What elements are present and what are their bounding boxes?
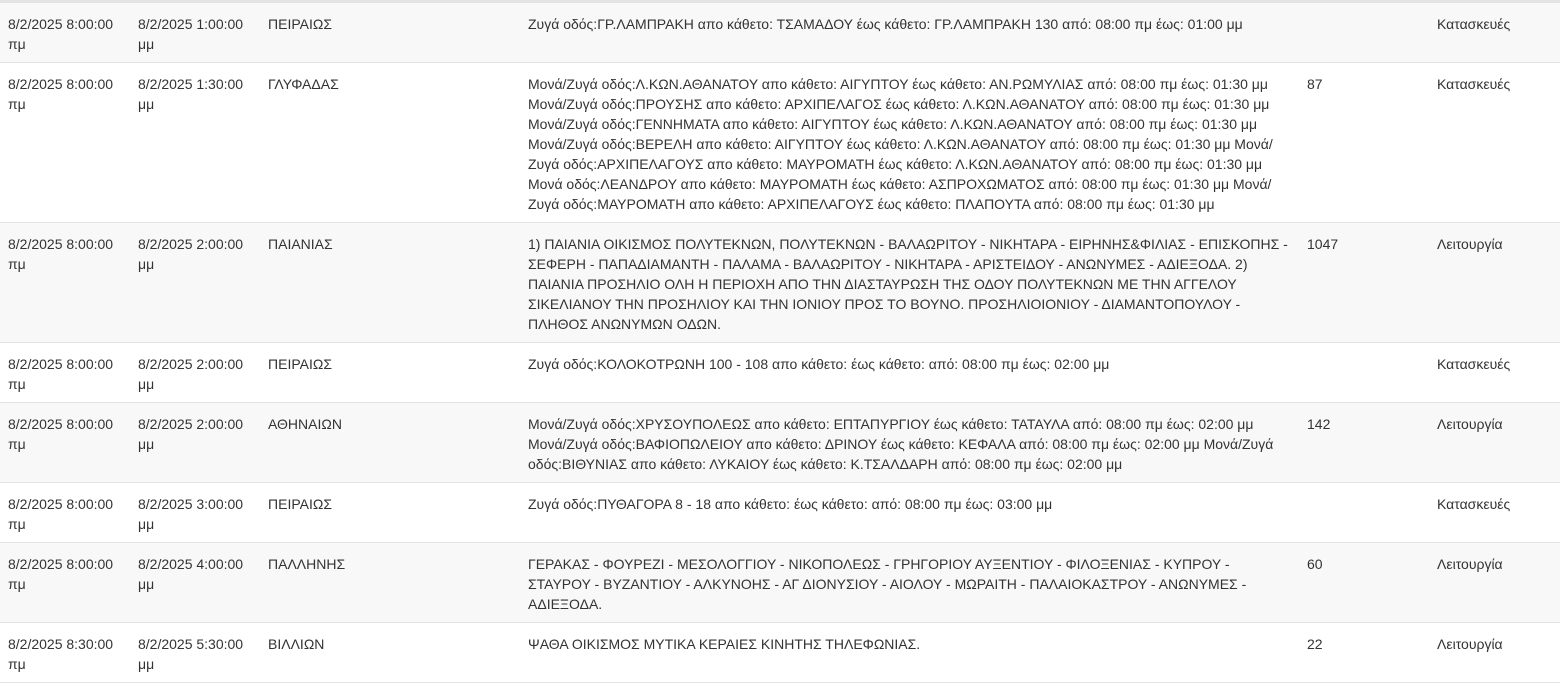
- table-row: [0, 63, 1560, 223]
- start-datetime-cell: 8/2/2025 8:00:00 πμ: [8, 76, 114, 112]
- table-row: [0, 543, 1560, 623]
- end-datetime-cell: 8/2/2025 1:30:00 μμ: [138, 76, 244, 112]
- outages-table: [0, 3, 1560, 683]
- table-body: [0, 3, 1560, 683]
- count-cell: [1299, 343, 1429, 403]
- end-datetime-cell: 8/2/2025 3:00:00 μμ: [138, 496, 244, 532]
- area-cell: ΠΕΙΡΑΙΩΣ: [268, 496, 332, 512]
- end-datetime-cell: 8/2/2025 5:30:00 μμ: [138, 636, 244, 672]
- area-cell: ΠΑΛΛΗΝΗΣ: [268, 556, 346, 572]
- count-cell: [1299, 483, 1429, 543]
- table-row: [0, 343, 1560, 403]
- area-cell: ΑΘΗΝΑΙΩΝ: [268, 416, 342, 432]
- start-datetime-cell: 8/2/2025 8:00:00 πμ: [8, 496, 114, 532]
- description-cell: 1) ΠΑΙΑΝΙΑ ΟΙΚΙΣΜΟΣ ΠΟΛΥΤΕΚΝΩΝ, ΠΟΛΥΤΕΚΝΩΝ - ΒΑΛΑΩΡΙΤΟΥ - ΝΙΚΗΤΑΡΑ - ΕΙΡΗΝΗΣ&ΦΙΛΙΑΣ - ΕΠΙΣΚΟΠΗΣ - ΣΕΦΕΡΗ - ΠΑΠΑΔΙΑΜΑΝΤΗ - ΠΑΛΑΜΑ - ΒΑΛΑΩΡΙΤΟΥ - ΝΙΚΗΤΑΡΑ - ΑΡΙΣΤΕΙΔΟΥ - ΑΝΩΝΥΜΕΣ - ΑΔΙΕΞΟΔΑ. 2) ΠΑΙΑΝΙΑ ΠΡΟΣΗΛΙΟ ΟΛΗ Η ΠΕΡΙΟΧΗ ΑΠΟ ΤΗΝ ΔΙΑΣΤΑΥΡΩΣΗ ΤΗΣ ΟΔΟΥ ΠΟΛΥΤΕΚΝΩΝ ΜΕ ΤΗΝ ΑΓΓΕΛΟΥ ΣΙΚΕΛΙΑΝΟΥ ΤΗΝ ΠΡΟΣΗΛΙΟΥ ΚΑΙ ΤΗΝ ΙΟΝΙΟΥ ΠΡΟΣ ΤΟ ΒΟΥΝΟ. ΠΡΟΣΗΛΙΟΙΟΝΙΟΥ - ΔΙΑΜΑΝΤΟΠΟΥΛΟΥ - ΠΛΗΘΟΣ ΑΝΩΝΥΜΩΝ ΟΔΩΝ.: [528, 236, 1288, 332]
- description-cell: Ζυγά οδός:ΠΥΘΑΓΟΡΑ 8 - 18 απο κάθετο: έως κάθετο: από: 08:00 πμ έως: 03:00 μμ: [528, 496, 1053, 512]
- table-row: [0, 223, 1560, 343]
- description-cell: Ζυγά οδός:ΚΟΛΟΚΟΤΡΩΝΗ 100 - 108 απο κάθετο: έως κάθετο: από: 08:00 πμ έως: 02:00 μμ: [528, 356, 1110, 372]
- description-cell: Μονά/Ζυγά οδός:Λ.ΚΩΝ.ΑΘΑΝΑΤΟΥ απο κάθετο: ΑΙΓΥΠΤΟΥ έως κάθετο: ΑΝ.ΡΩΜΥΛΙΑΣ από: 08:00 πμ έως: 01:30 μμ Μονά/Ζυγά οδός:ΠΡΟΥΣΗΣ απο κάθετο: ΑΡΧΙΠΕΛΑΓΟΣ έως κάθετο: Λ.ΚΩΝ.ΑΘΑΝΑΤΟΥ από: 08:00 πμ έως: 01:30 μμ Μονά/Ζυγά οδός:ΓΕΝΝΗΜΑΤΑ απο κάθετο: ΑΙΓΥΠΤΟΥ έως κάθετο: Λ.ΚΩΝ.ΑΘΑΝΑΤΟΥ από: 08:00 πμ έως: 01:30 μμ Μονά/Ζυγά οδός:ΒΕΡΕΛΗ απο κάθετο: ΑΙΓΥΠΤΟΥ έως κάθετο: Λ.ΚΩΝ.ΑΘΑΝΑΤΟΥ από: 08:00 πμ έως: 01:30 μμ Μονά/Ζυγά οδός:ΑΡΧΙΠΕΛΑΓΟΥΣ απο κάθετο: ΜΑΥΡΟΜΑΤΗ έως κάθετο: Λ.ΚΩΝ.ΑΘΑΝΑΤΟΥ από: 08:00 πμ έως: 01:30 μμ Μονά οδός:ΛΕΑΝΔΡΟΥ απο κάθετο: ΜΑΥΡΟΜΑΤΗ έως κάθετο: ΑΣΠΡΟΧΩΜΑΤΟΣ από: 08:00 πμ έως: 01:30 μμ Μονά/Ζυγά οδός:ΜΑΥΡΟΜΑΤΗ απο κάθετο: ΑΡΧΙΠΕΛΑΓΟΥΣ έως κάθετο: ΠΛΑΠΟΥΤΑ από: 08:00 πμ έως: 01:30 μμ: [528, 76, 1273, 212]
- start-datetime-cell: 8/2/2025 8:00:00 πμ: [8, 556, 114, 592]
- reason-cell: Κατασκευές: [1437, 496, 1511, 512]
- reason-cell: Λειτουργία: [1437, 556, 1503, 572]
- table-row: [0, 403, 1560, 483]
- description-cell: Ζυγά οδός:ΓΡ.ΛΑΜΠΡΑΚΗ απο κάθετο: ΤΣΑΜΑΔΟΥ έως κάθετο: ΓΡ.ΛΑΜΠΡΑΚΗ 130 από: 08:00 πμ έως: 01:00 μμ: [528, 16, 1243, 32]
- end-datetime-cell: 8/2/2025 2:00:00 μμ: [138, 356, 244, 392]
- count-cell: [1299, 3, 1429, 63]
- table-row: [0, 483, 1560, 543]
- area-cell: ΒΙΛΛΙΩΝ: [268, 636, 325, 652]
- start-datetime-cell: 8/2/2025 8:30:00 πμ: [8, 636, 114, 672]
- table-row: [0, 3, 1560, 63]
- description-cell: ΓΕΡΑΚΑΣ - ΦΟΥΡΕΖΙ - ΜΕΣΟΛΟΓΓΙΟΥ - ΝΙΚΟΠΟΛΕΩΣ - ΓΡΗΓΟΡΙΟΥ ΑΥΞΕΝΤΙΟΥ - ΦΙΛΟΞΕΝΙΑΣ - ΚΥΠΡΟΥ - ΣΤΑΥΡΟΥ - ΒΥΖΑΝΤΙΟΥ - ΑΛΚΥΝΟΗΣ - ΑΓ ΔΙΟΝΥΣΙΟΥ - ΑΙΟΛΟΥ - ΜΩΡΑΙΤΗ - ΠΑΛΑΙΟΚΑΣΤΡΟΥ - ΑΝΩΝΥΜΕΣ - ΑΔΙΕΞΟΔΑ.: [528, 556, 1247, 612]
- count-cell: 60: [1307, 556, 1323, 572]
- end-datetime-cell: 8/2/2025 1:00:00 μμ: [138, 16, 244, 52]
- count-cell: 1047: [1307, 236, 1339, 252]
- end-datetime-cell: 8/2/2025 4:00:00 μμ: [138, 556, 244, 592]
- reason-cell: Λειτουργία: [1437, 236, 1503, 252]
- reason-cell: Κατασκευές: [1437, 76, 1511, 92]
- start-datetime-cell: 8/2/2025 8:00:00 πμ: [8, 236, 114, 272]
- count-cell: 142: [1307, 416, 1331, 432]
- area-cell: ΠΕΙΡΑΙΩΣ: [268, 356, 332, 372]
- reason-cell: Κατασκευές: [1437, 16, 1511, 32]
- area-cell: ΠΑΙΑΝΙΑΣ: [268, 236, 333, 252]
- area-cell: ΓΛΥΦΑΔΑΣ: [268, 76, 339, 92]
- start-datetime-cell: 8/2/2025 8:00:00 πμ: [8, 416, 114, 452]
- end-datetime-cell: 8/2/2025 2:00:00 μμ: [138, 236, 244, 272]
- reason-cell: Κατασκευές: [1437, 356, 1511, 372]
- reason-cell: Λειτουργία: [1437, 636, 1503, 652]
- area-cell: ΠΕΙΡΑΙΩΣ: [268, 16, 332, 32]
- count-cell: 22: [1307, 636, 1323, 652]
- end-datetime-cell: 8/2/2025 2:00:00 μμ: [138, 416, 244, 452]
- start-datetime-cell: 8/2/2025 8:00:00 πμ: [8, 16, 114, 52]
- reason-cell: Λειτουργία: [1437, 416, 1503, 432]
- table-row: [0, 623, 1560, 683]
- description-cell: Μονά/Ζυγά οδός:ΧΡΥΣΟΥΠΟΛΕΩΣ απο κάθετο: ΕΠΤΑΠΥΡΓΙΟΥ έως κάθετο: ΤΑΤΑΥΛΑ από: 08:00 πμ έως: 02:00 μμ Μονά/Ζυγά οδός:ΒΑΦΙΟΠΩΛΕΙΟΥ απο κάθετο: ΔΡΙΝΟΥ έως κάθετο: ΚΕΦΑΛΑ από: 08:00 πμ έως: 02:00 μμ Μονά/Ζυγά οδός:ΒΙΘΥΝΙΑΣ απο κάθετο: ΛΥΚΑΙΟΥ έως κάθετο: Κ.ΤΣΑΛΔΑΡΗ από: 08:00 πμ έως: 02:00 μμ: [528, 416, 1274, 472]
- start-datetime-cell: 8/2/2025 8:00:00 πμ: [8, 356, 114, 392]
- description-cell: ΨΑΘΑ ΟΙΚΙΣΜΟΣ ΜΥΤΙΚΑ ΚΕΡΑΙΕΣ ΚΙΝΗΤΗΣ ΤΗΛΕΦΩΝΙΑΣ.: [528, 636, 921, 652]
- count-cell: 87: [1307, 76, 1323, 92]
